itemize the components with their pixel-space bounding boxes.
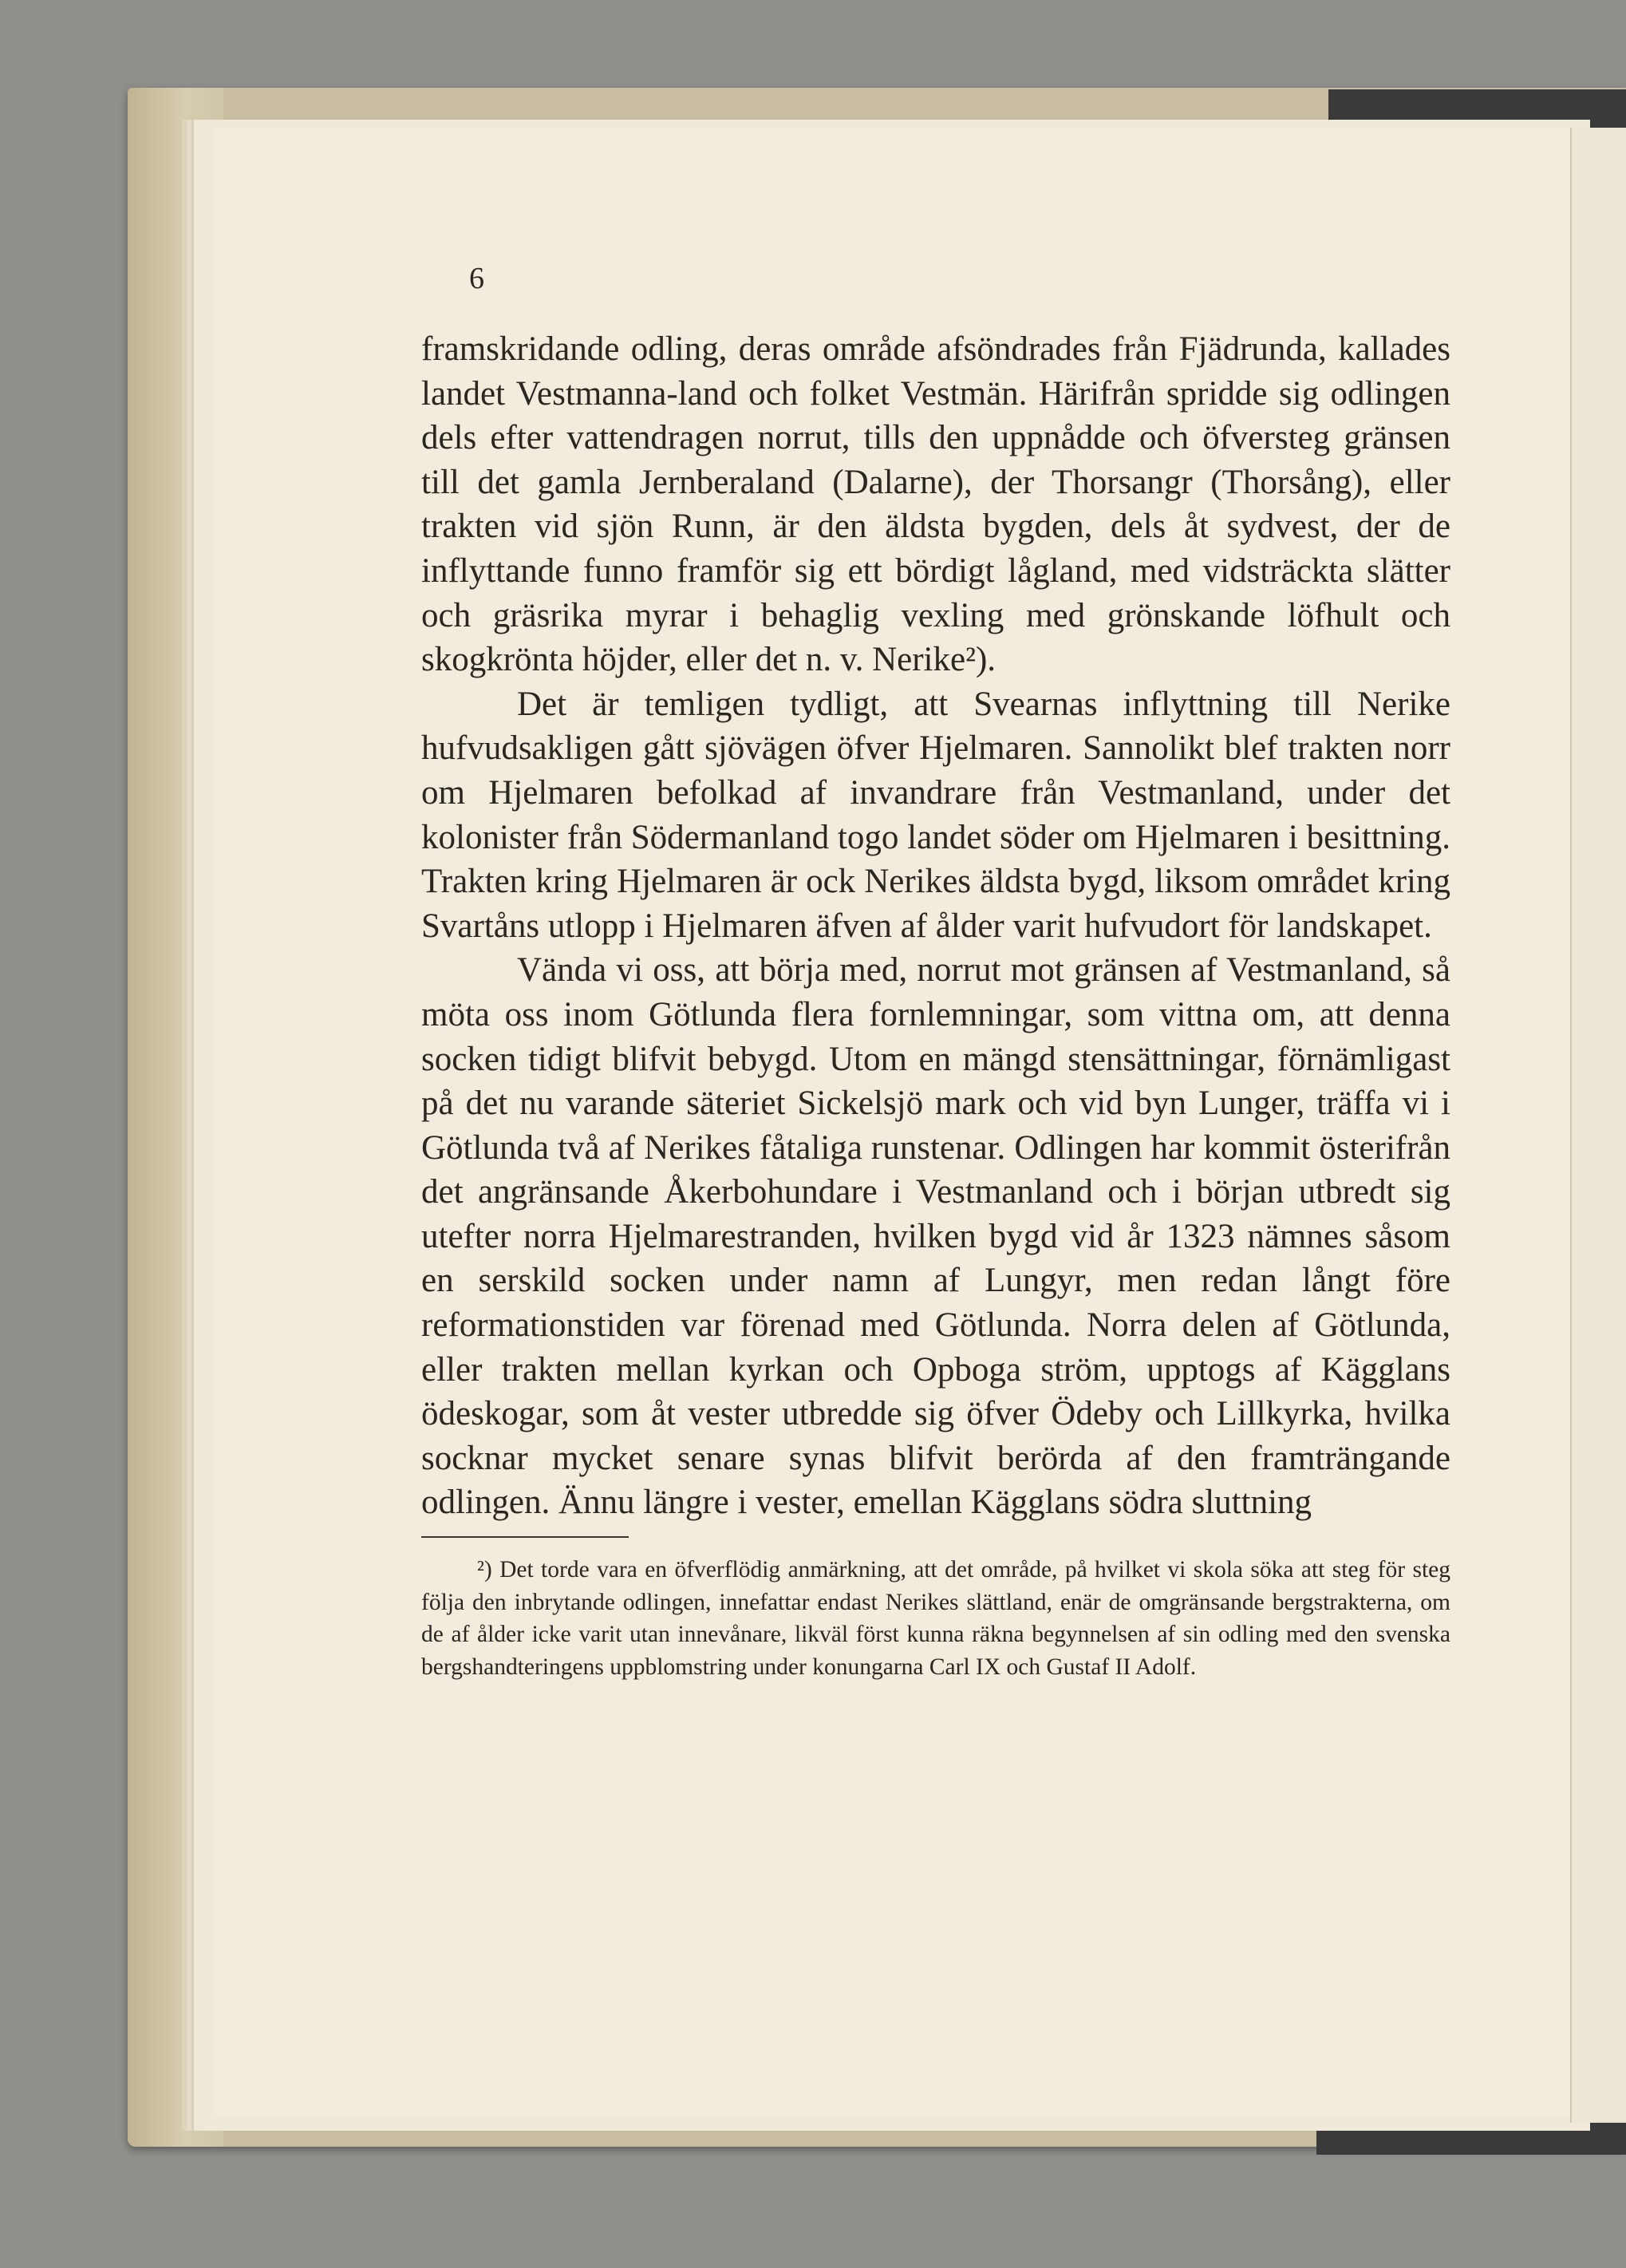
footnote-rule: [421, 1536, 629, 1538]
page-content: [421, 263, 1450, 1683]
facing-page-edge: [1570, 128, 1626, 2123]
footnote: ²) Det torde vara en öfverflödig anmärkning, att det område, på hvilket vi skola söka att steg för steg följa den inbrytande odlingen, innefattar endast Nerikes slättland, enär de omgränsande bergstrakterna, om de af ålder icke varit utan innevånare, likväl först kunna räkna begynnelsen af sin odling med den svenska bergshandteringens uppblomstring under konungarna Carl IX och Gustaf II Adolf.: [421, 1557, 1450, 1680]
paragraph-2: Det är temligen tydligt, att Svearnas inflyttning till Nerike hufvudsakligen gått sjövägen öfver Hjelmaren. Sannolikt blef trakten norr om Hjelmaren befolkad af invandrare från Vestmanland, under det kolonister från Södermanland togo landet söder om Hjelmaren i besittning. Trakten kring Hjelmaren är ock Nerikes äldsta bygd, liksom området kring Svartåns utlopp i Hjelmaren äfven af ålder varit hufvudort för landskapet.: [421, 685, 1450, 945]
paragraph-3: Vända vi oss, att börja med, norrut mot gränsen af Vestmanland, så möta oss inom Götlunda flera fornlemningar, som vittna om, att denna socken tidigt blifvit bebygd. Utom en mängd stensättningar, förnämligast på det nu varande säteriet Sickelsjö mark och vid byn Lunger, träffa vi i Götlunda två af Nerikes fåtaliga runstenar. Odlingen har kommit österifrån det angränsande Åkerbohundare i Vestmanland och i början utbredt sig utefter norra Hjelmarestranden, hvilken bygd vid år 1323 nämnes såsom en serskild socken under namn af Lungyr, men redan långt före reformationstiden var förenad med Götlunda. Norra delen af Götlunda, eller trakten mellan kyrkan och Opboga ström, upptogs af Kägglans ödeskogar, som åt vester utbredde sig öfver Ödeby och Lillkyrka, hvilka socknar mycket senare synas blifvit berörda af den framträngande odlingen. Ännu längre i vester, emellan Kägglans södra sluttning: [421, 951, 1450, 1522]
paragraph-1: framskridande odling, deras område afsöndrades från Fjädrunda, kallades landet Vestmanna-land och folket Vestmän. Härifrån spridde sig odlingen dels efter vattendragen norrut, tills den uppnådde och öfversteg gränsen till det gamla Jernberaland (Dalarne), der Thorsangr (Thorsång), eller trakten vid sjön Runn, är den äldsta bygden, dels åt sydvest, der de inflyttande funno framför sig ett bördigt lågland, med vidsträckta slätter och gräsrika myrar i behaglig vexling med grönskande löfhult och skogkrönta höjder, eller det n. v. Nerike²).: [421, 330, 1450, 679]
page-number: 6: [469, 262, 484, 295]
